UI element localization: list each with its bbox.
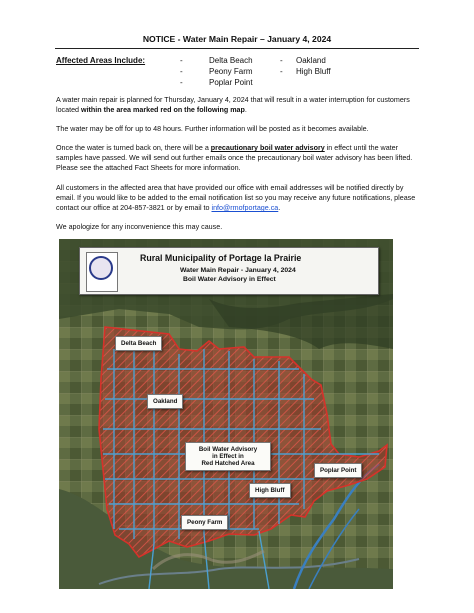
- map-label-peony-farm: Peony Farm: [181, 515, 228, 530]
- paragraph-repair: [56, 95, 424, 115]
- map-label-oakland: Oakland: [147, 394, 183, 409]
- bullet-dash: -: [280, 56, 283, 65]
- area-high-bluff: High Bluff: [296, 67, 331, 76]
- map-header-box: [79, 247, 379, 295]
- paragraph-text: A water main repair is planned for Thursday, January 4, 2024 that will result in a water interruption for customers located: [56, 96, 410, 114]
- area-oakland: Oakland: [296, 56, 326, 65]
- paragraph-bold-text: precautionary boil water advisory: [210, 144, 325, 152]
- map-label-poplar-point: Poplar Point: [314, 463, 362, 478]
- paragraph-text: .: [278, 204, 281, 212]
- boil-water-map: [59, 239, 393, 589]
- map-header-title: Rural Municipality of Portage la Prairie: [140, 253, 302, 263]
- map-label-line: Boil Water Advisory: [198, 446, 258, 453]
- map-header-subtitle: Water Main Repair - January 4, 2024: [180, 267, 296, 274]
- map-label-boil-advisory: [185, 442, 271, 471]
- map-label-delta-beach: Delta Beach: [115, 336, 162, 351]
- map-label-line: Red Hatched Area: [201, 460, 255, 467]
- paragraph-text: in effect until the water samples have passed. We will send out further emails once the precautionary boil water advisory has been lifted. Please see the attached Fact Sheets for more information.: [56, 144, 413, 172]
- paragraph-text: .: [244, 106, 247, 114]
- map-label-high-bluff: High Bluff: [249, 483, 291, 498]
- title-divider: [55, 48, 419, 49]
- bullet-dash: -: [180, 56, 183, 65]
- area-delta-beach: Delta Beach: [209, 56, 253, 65]
- map-header-subtitle: Boil Water Advisory in Effect: [183, 276, 276, 283]
- rm-seal-icon: [89, 256, 113, 280]
- rm-logo: [86, 252, 118, 292]
- area-poplar-point: Poplar Point: [209, 78, 253, 87]
- paragraph-text: Once the water is turned back on, there will be a: [56, 144, 211, 152]
- paragraph-bold-text: within the area marked red on the following map: [81, 106, 245, 114]
- email-link[interactable]: info@rmofportage.ca: [211, 204, 279, 212]
- affected-areas-label: Affected Areas Include:: [56, 56, 146, 65]
- paragraph-apology: We apologize for any inconvenience this may cause.: [56, 223, 223, 231]
- area-peony-farm: Peony Farm: [209, 67, 253, 76]
- bullet-dash: -: [280, 67, 283, 76]
- bullet-dash: -: [180, 78, 183, 87]
- bullet-dash: -: [180, 67, 183, 76]
- map-label-line: in Effect in: [212, 453, 244, 460]
- paragraph-text: All customers in the affected area that have provided our office with email addresses will be notified directly by email. If you would like to be added to the email notification list so you may receive any future notifications, please contact our office at 204-857-3821 or by email to: [56, 184, 416, 212]
- paragraph-advisory: [56, 143, 424, 173]
- paragraph-duration: The water may be off for up to 48 hours. Further information will be posted as it becomes available.: [56, 125, 369, 133]
- page-title: NOTICE - Water Main Repair – January 4, 2024: [142, 34, 332, 44]
- paragraph-email: [56, 183, 424, 213]
